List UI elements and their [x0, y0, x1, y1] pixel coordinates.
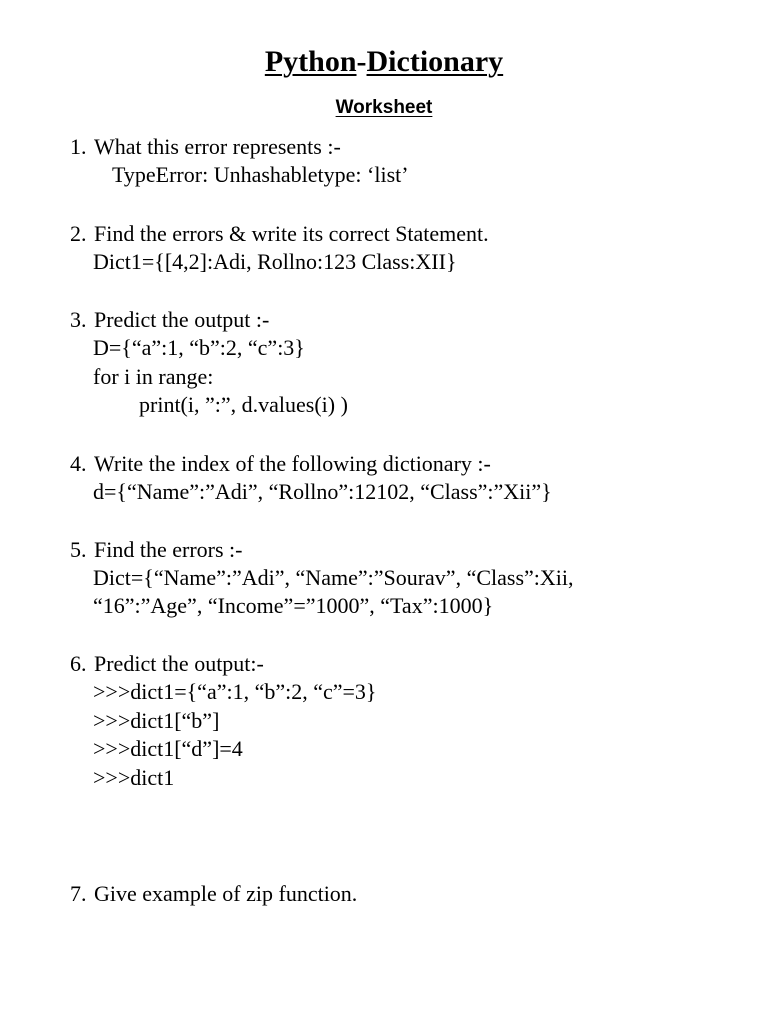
- question-text: Predict the output :-: [94, 307, 270, 332]
- page-title: [0, 42, 768, 82]
- question-text: Predict the output:-: [94, 651, 264, 676]
- question-text: Write the index of the following dictionary :-: [94, 451, 491, 476]
- page-subtitle: [0, 96, 768, 120]
- question-1-line-1: TypeError: Unhashabletype: ‘list’: [112, 162, 409, 187]
- question-6-line-3: >>>dict1[“d”]=4: [93, 736, 243, 761]
- question-number: 2.: [70, 221, 87, 246]
- question-3: [70, 306, 269, 334]
- question-number: 3.: [70, 307, 87, 332]
- question-1: [70, 133, 341, 161]
- question-6-line-1: >>>dict1={“a”:1, “b”:2, “c”=3}: [93, 679, 377, 704]
- question-6-line-4: >>>dict1: [93, 765, 175, 790]
- question-5-line-2: “16”:”Age”, “Income”=”1000”, “Tax”:1000}: [93, 593, 494, 618]
- question-text: Give example of zip function.: [94, 881, 358, 906]
- question-2: [70, 220, 489, 248]
- title-separator: -: [356, 45, 367, 78]
- question-6-line-2: >>>dict1[“b”]: [93, 708, 220, 733]
- question-4: [70, 450, 491, 478]
- subtitle-text: Worksheet: [335, 97, 433, 118]
- question-number: 1.: [70, 134, 87, 159]
- question-3-line-2: for i in range:: [93, 364, 214, 389]
- question-number: 4.: [70, 451, 87, 476]
- title-dictionary: Dictionary: [366, 45, 504, 78]
- question-5: [70, 536, 242, 564]
- question-text: Find the errors :-: [94, 537, 243, 562]
- question-4-line-1: d={“Name”:”Adi”, “Rollno”:12102, “Class”:”Xii”}: [93, 479, 552, 504]
- question-7: [70, 880, 357, 908]
- question-6: [70, 650, 264, 678]
- question-2-line-1: Dict1={[4,2]:Adi, Rollno:123 Class:XII}: [93, 249, 457, 274]
- question-number: 7.: [70, 881, 87, 906]
- question-number: 6.: [70, 651, 87, 676]
- question-3-line-1: D={“a”:1, “b”:2, “c”:3}: [93, 335, 305, 360]
- question-number: 5.: [70, 537, 87, 562]
- question-3-line-3: print(i, ”:”, d.values(i) ): [139, 392, 348, 417]
- question-text: What this error represents :-: [94, 134, 341, 159]
- question-text: Find the errors & write its correct Statement.: [94, 221, 489, 246]
- question-5-line-1: Dict={“Name”:”Adi”, “Name”:”Sourav”, “Class”:Xii,: [93, 565, 574, 590]
- title-python: Python: [264, 45, 357, 78]
